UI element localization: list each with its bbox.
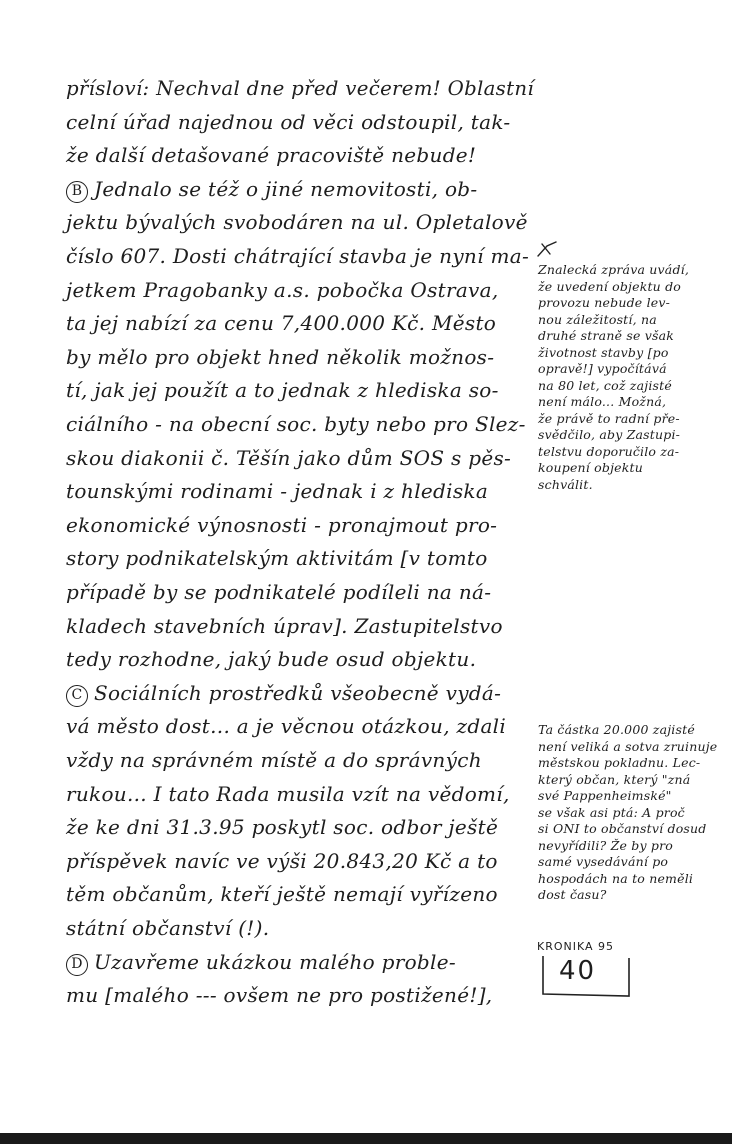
margin-note-line: svědčilo, aby Zastupi- [538, 427, 681, 442]
text-line-content: že ke dni 31.3.95 poskytl soc. odbor ještě [66, 815, 499, 840]
margin-note-line: že uvedení objektu do [538, 278, 682, 294]
margin-note-line: provozu nebude lev- [538, 295, 671, 310]
page-number: 40 [559, 956, 597, 986]
text-line-content: že další detašované pracoviště nebude! [66, 143, 477, 168]
text-line-content: ekonomické výnosnosti - pronajmout pro- [66, 512, 498, 537]
text-line-content: ciálního - na obecní soc. byty nebo pro Slez- [66, 412, 526, 436]
text-line [66, 748, 482, 772]
text-line [66, 513, 497, 537]
text-line-content: story podnikatelským aktivitám [v tomto [66, 546, 488, 571]
margin-note-line: že právě to radní pře- [538, 410, 680, 426]
text-line-content: jektu bývalých svobodáren na ul. Opletalově [66, 210, 528, 235]
text-line [66, 647, 476, 671]
text-line [66, 412, 526, 436]
margin-note-line: opravě!] vypočítává [538, 361, 667, 376]
margin-note-line: hospodách na to neměli [538, 870, 694, 886]
text-line-content: vždy na správném místě a do správných [66, 748, 482, 772]
margin-note-line: Ta částka 20.000 zajisté [538, 722, 695, 737]
text-line-content: tedy rozhodne, jaký bude osud objektu. [66, 647, 477, 672]
text-line [66, 76, 534, 100]
margin-note-line: který občan, který "zná [538, 771, 691, 787]
text-line-content: celní úřad najednou od věci odstoupil, tak- [66, 109, 511, 134]
margin-note-line: městskou pokladnu. Lec- [538, 755, 701, 770]
text-line [66, 479, 488, 503]
margin-note-line: na 80 let, což zajisté [538, 377, 672, 393]
margin-note-amount-comment [538, 722, 732, 902]
margin-note-line: druhé straně se však [538, 328, 675, 343]
text-line-content: tí, jak jej použít a to jednak z hlediska so- [66, 378, 499, 403]
text-line [66, 446, 511, 470]
text-line-content: jetkem Pragobanky a.s. pobočka Ostrava, [66, 277, 499, 302]
text-line [66, 950, 456, 976]
margin-note-line: se však asi ptá: A proč [538, 804, 685, 820]
margin-note-building-report [538, 262, 732, 502]
text-line [66, 714, 506, 738]
text-line-content: Uzavřeme ukázkou malého proble- [94, 949, 456, 974]
text-line [66, 815, 498, 839]
margin-note-line: koupení objektu [538, 460, 644, 475]
text-line [66, 177, 477, 203]
section-marker-c: C [66, 685, 88, 707]
margin-note-line: samé vysedávání po [538, 854, 669, 869]
section-marker-d: D [66, 954, 88, 976]
text-line [66, 916, 269, 940]
margin-note-line: Znalecká zpráva uvádí, [538, 262, 690, 277]
text-line-content: ta jej nabízí za cenu 7,400.000 Kč. Město [66, 311, 497, 336]
margin-note-line: schválit. [538, 476, 593, 492]
text-line [66, 311, 496, 335]
text-line [66, 210, 528, 234]
text-line-content: kladech stavebních úprav]. Zastupitelstvo [66, 613, 503, 638]
margin-note-line: není veliká a sotva zruinuje [538, 738, 718, 754]
text-line-content: skou diakonii č. Těšín jako dům SOS s pěs- [66, 445, 512, 470]
text-line-content: Sociálních prostředků všeobecně vydá- [94, 680, 502, 705]
text-line [66, 882, 498, 906]
text-line-content: příspěvek navíc ve výši 20.843,20 Kč a to [66, 848, 498, 873]
chronicle-label: KRONIKA 95 [537, 940, 615, 953]
text-line [66, 278, 499, 302]
margin-note-line: nou záležitostí, na [538, 311, 657, 327]
section-marker-b: B [66, 181, 88, 203]
margin-note-line: si ONI to občanství dosud [538, 821, 707, 836]
text-line [66, 244, 529, 268]
text-line [66, 983, 492, 1007]
text-line-content: by mělo pro objekt hned několik možnos- [66, 344, 495, 369]
text-line [66, 110, 510, 134]
text-line-content: rukou... I tato Rada musila vzít na vědomí, [66, 781, 510, 806]
text-line-content: vá město dost... a je věcnou otázkou, zdali [66, 714, 507, 739]
text-line-content: tounskými rodinami - jednak i z hlediska [66, 479, 489, 504]
margin-note-line: dost času? [538, 887, 607, 902]
scan-bottom-edge [0, 1133, 732, 1144]
margin-note-line: telstvu doporučilo za- [538, 443, 680, 459]
text-line-content: případě by se podnikatelé podíleli na ná- [66, 580, 492, 604]
text-line [66, 849, 498, 873]
text-line [66, 614, 503, 638]
reference-mark-icon [536, 240, 558, 260]
text-line-content: přísloví: Nechval dne před večerem! Oblastní [66, 76, 534, 100]
text-line [66, 580, 491, 604]
text-line-content: těm občanům, kteří ještě nemají vyřízeno [66, 882, 498, 907]
margin-note-line: životnost stavby [po [538, 344, 669, 360]
margin-note-line: své Pappenheimské" [538, 788, 672, 803]
margin-note-line: nevyřídili? Že by pro [538, 837, 674, 853]
text-line-content: státní občanství (!). [66, 916, 270, 940]
margin-note-line: není málo... Možná, [538, 394, 667, 409]
text-line-content: Jednalo se též o jiné nemovitosti, ob- [94, 176, 478, 201]
text-line [66, 143, 476, 167]
text-line [66, 546, 488, 570]
text-line [66, 378, 499, 402]
text-line-content: číslo 607. Dosti chátrající stavba je nyní ma- [66, 244, 530, 268]
text-line [66, 345, 494, 369]
text-line [66, 681, 501, 707]
text-line-content: mu [malého --- ovšem ne pro postižené!], [66, 983, 493, 1008]
text-line [66, 782, 510, 806]
chronicle-page-stamp [537, 940, 633, 1002]
